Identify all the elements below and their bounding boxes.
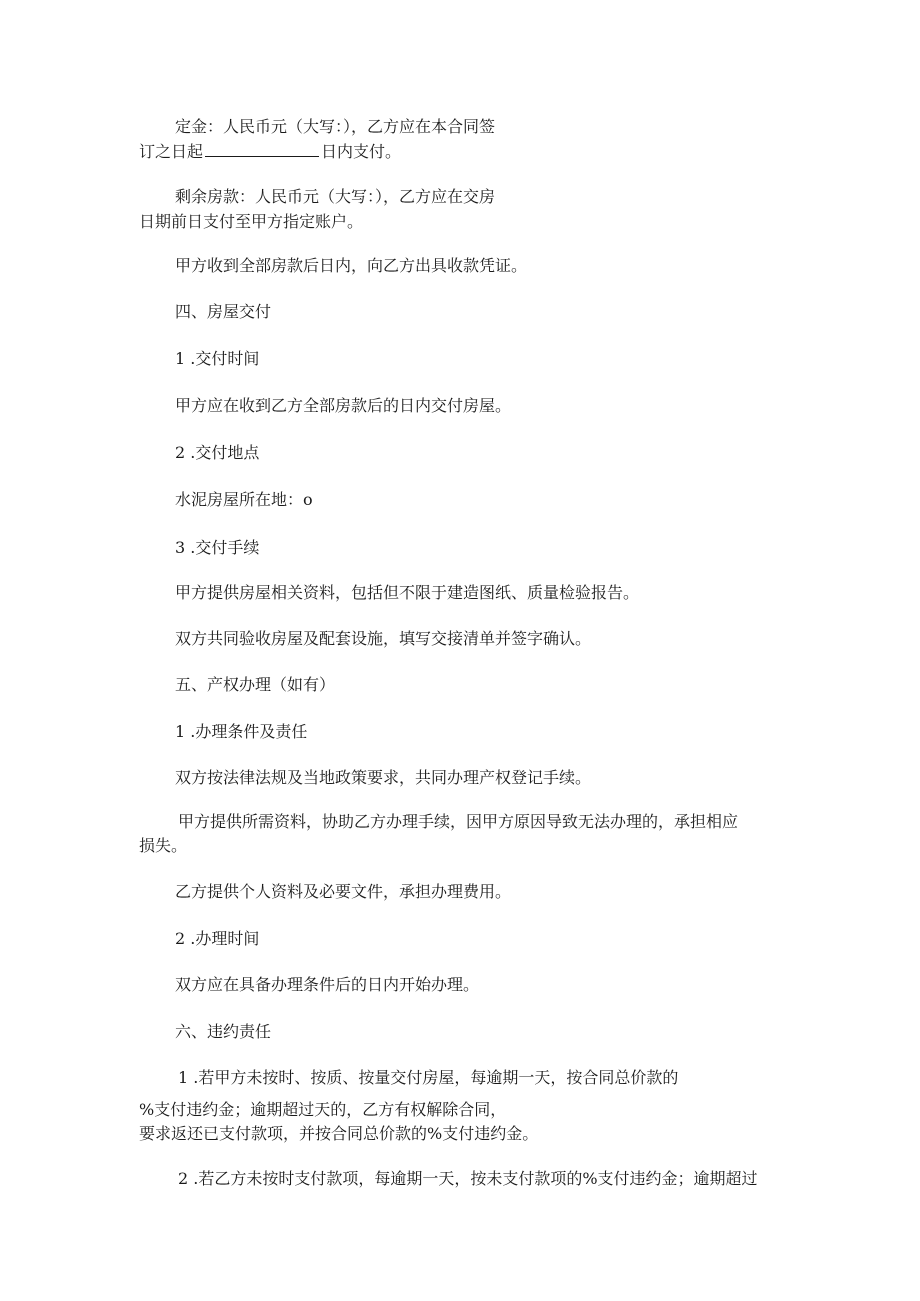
section-4-3-text-2: 双方共同验收房屋及配套设施，填写交接清单并签字确认。 — [175, 629, 592, 648]
section-4-3-text-1: 甲方提供房屋相关资料，包括但不限于建造图纸、质量检验报告。 — [175, 583, 640, 602]
section-6-1-line-2: %支付违约金；逾期超过天的，乙方有权解除合同， — [139, 1100, 507, 1119]
section-5-1-text-3: 乙方提供个人资料及必要文件，承担办理费用。 — [175, 882, 512, 901]
balance-line-2: 日期前日支付至甲方指定账户。 — [139, 212, 364, 231]
section-5-1-text-1: 双方按法律法规及当地政策要求，共同办理产权登记手续。 — [175, 768, 592, 787]
deposit-line-2-start: 订之日起 — [139, 142, 204, 161]
balance-line-1: 剩余房款：人民币元（大写：），乙方应在交房 — [175, 187, 496, 206]
section-5-2-title: 2 .办理时间 — [175, 929, 260, 948]
section-4-2-text: 水泥房屋所在地：o — [175, 490, 313, 509]
section-4-1-text: 甲方应在收到乙方全部房款后的日内交付房屋。 — [175, 396, 512, 415]
section-6-2-line-1: 2 .若乙方未按时支付款项，每逾期一天，按未支付款项的%支付违约金；逾期超过 — [178, 1169, 758, 1188]
deposit-line-2 — [139, 142, 401, 162]
section-4-2-title: 2 .交付地点 — [175, 443, 260, 462]
section-5-1-text-2-line-2: 损失。 — [139, 836, 188, 855]
section-6-1-line-3: 要求返还已支付款项，并按合同总价款的%支付违约金。 — [139, 1124, 539, 1143]
section-4-heading: 四、房屋交付 — [175, 302, 272, 321]
receipt-paragraph: 甲方收到全部房款后日内，向乙方出具收款凭证。 — [175, 256, 528, 275]
section-5-heading: 五、产权办理（如有） — [175, 675, 336, 694]
section-6-1-line-1: 1 .若甲方未按时、按质、按量交付房屋，每逾期一天，按合同总价款的 — [178, 1068, 679, 1087]
deposit-days-blank — [205, 142, 319, 157]
section-4-1-title: 1 .交付时间 — [175, 349, 260, 368]
section-5-1-title: 1 .办理条件及责任 — [175, 722, 308, 741]
section-6-heading: 六、违约责任 — [175, 1022, 272, 1041]
deposit-line-2-end: 日内支付。 — [321, 142, 402, 161]
section-5-2-text: 双方应在具备办理条件后的日内开始办理。 — [175, 975, 480, 994]
section-4-3-title: 3 .交付手续 — [175, 538, 260, 557]
deposit-line-1: 定金：人民币元（大写：），乙方应在本合同签 — [175, 117, 496, 136]
section-5-1-text-2-line-1: 甲方提供所需资料，协助乙方办理手续，因甲方原因导致无法办理的，承担相应 — [178, 812, 739, 831]
